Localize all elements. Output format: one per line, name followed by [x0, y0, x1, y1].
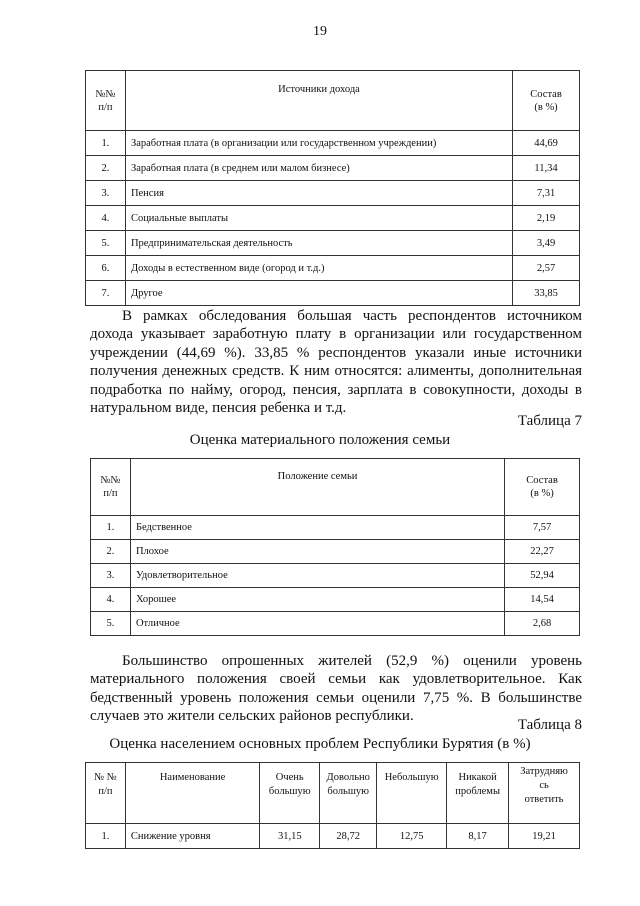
row-name: Бедственное — [130, 516, 504, 540]
header-fairly-text: Довольно большую — [326, 772, 370, 797]
header-num — [86, 763, 126, 824]
problems-table — [85, 762, 580, 849]
row-small: 12,75 — [377, 824, 447, 849]
row-none: 8,17 — [447, 824, 509, 849]
row-name: Удовлетворительное — [130, 564, 504, 588]
table7-title: Оценка материального положения семьи — [189, 432, 451, 448]
row-value: 7,57 — [505, 516, 580, 540]
table-row — [86, 181, 580, 206]
header-num-text: № № п/п — [94, 772, 117, 797]
header-small — [377, 763, 447, 824]
row-num: 5. — [91, 612, 131, 636]
table-row — [91, 588, 580, 612]
header-name-text: Источники дохода — [278, 84, 360, 95]
row-name: Заработная плата (в организации или государственном учреждении) — [125, 131, 512, 156]
row-num: 4. — [91, 588, 131, 612]
paragraph-income: В рамках обследования большая часть респондентов источником дохода указывает заработную плату в организации или государственном учреждении (44,69 %). 33,85 % респондентов указали иные источники получения денежных средств. К ним относятся: алименты, дополнительная подработка по найму, огород, пенсия, зарплата в совокупности, доходы в натуральном виде, пенсия ребенка и т.д. — [90, 308, 582, 417]
header-num-text: №№ п/п — [100, 475, 121, 499]
header-value — [505, 459, 580, 516]
header-hard-text: Затрудняю сь ответить — [520, 766, 568, 805]
table-row — [86, 256, 580, 281]
row-hard: 19,21 — [509, 824, 580, 849]
row-value: 2,19 — [513, 206, 580, 231]
row-name: Плохое — [130, 540, 504, 564]
row-value: 22,27 — [505, 540, 580, 564]
row-name: Социальные выплаты — [125, 206, 512, 231]
header-value — [513, 71, 580, 131]
header-very — [260, 763, 320, 824]
header-name — [125, 763, 259, 824]
header-name — [130, 459, 504, 516]
table-row — [86, 824, 580, 849]
paragraph-family-status: Большинство опрошенных жителей (52,9 %) оценили уровень материального положения своей семьи как удовлетворительное. Как бедственный уровень положения семьи оценили 7,75 %. В большинстве случаев это жители сельских районов республики. — [90, 653, 582, 725]
header-none-text: Никакой проблемы — [455, 772, 501, 797]
header-fairly — [320, 763, 377, 824]
row-very: 31,15 — [260, 824, 320, 849]
page-number: 19 — [313, 24, 327, 39]
table7-label: Таблица 7 — [517, 413, 582, 429]
row-value: 2,68 — [505, 612, 580, 636]
row-value: 44,69 — [513, 131, 580, 156]
header-num — [91, 459, 131, 516]
row-name: Пенсия — [125, 181, 512, 206]
row-num: 2. — [91, 540, 131, 564]
row-value: 33,85 — [513, 281, 580, 306]
row-num: 2. — [86, 156, 126, 181]
header-small-text: Небольшую — [384, 772, 439, 783]
row-value: 7,31 — [513, 181, 580, 206]
row-num: 4. — [86, 206, 126, 231]
row-name: Хорошее — [130, 588, 504, 612]
table-row — [86, 231, 580, 256]
header-num-text: №№ п/п — [95, 88, 116, 113]
row-value: 3,49 — [513, 231, 580, 256]
family-status-table — [90, 458, 580, 636]
table-row — [91, 612, 580, 636]
header-none — [447, 763, 509, 824]
header-name-text: Наименование — [159, 772, 226, 783]
row-name: Другое — [125, 281, 512, 306]
row-name: Доходы в естественном виде (огород и т.д.) — [125, 256, 512, 281]
income-sources-table — [85, 70, 580, 306]
table-row — [86, 281, 580, 306]
table-row — [91, 564, 580, 588]
row-value: 14,54 — [505, 588, 580, 612]
row-num: 1. — [86, 824, 126, 849]
row-num: 7. — [86, 281, 126, 306]
row-num: 3. — [86, 181, 126, 206]
row-num: 1. — [91, 516, 131, 540]
table-row — [86, 156, 580, 181]
header-name — [125, 71, 512, 131]
row-value: 2,57 — [513, 256, 580, 281]
table-row — [91, 516, 580, 540]
table-row — [86, 206, 580, 231]
row-fairly: 28,72 — [320, 824, 377, 849]
header-name-text: Положение семьи — [277, 471, 358, 482]
header-value-text: Состав (в %) — [526, 475, 558, 499]
row-num: 1. — [86, 131, 126, 156]
row-num: 5. — [86, 231, 126, 256]
table-header-row — [86, 763, 580, 824]
table8-title: Оценка населением основных проблем Республики Бурятия (в %) — [109, 736, 531, 752]
row-value: 11,34 — [513, 156, 580, 181]
header-very-text: Очень большую — [268, 772, 311, 797]
header-hard — [509, 763, 580, 824]
row-num: 6. — [86, 256, 126, 281]
header-value-text: Состав (в %) — [530, 88, 562, 113]
table-header-row — [86, 71, 580, 131]
row-num: 3. — [91, 564, 131, 588]
table-row — [91, 540, 580, 564]
row-name: Заработная плата (в среднем или малом бизнесе) — [125, 156, 512, 181]
table-row — [86, 131, 580, 156]
row-name: Предпринимательская деятельность — [125, 231, 512, 256]
row-name: Снижение уровня — [125, 824, 259, 849]
row-name: Отличное — [130, 612, 504, 636]
header-num — [86, 71, 126, 131]
table8-label: Таблица 8 — [517, 717, 582, 733]
row-value: 52,94 — [505, 564, 580, 588]
table-header-row — [91, 459, 580, 516]
